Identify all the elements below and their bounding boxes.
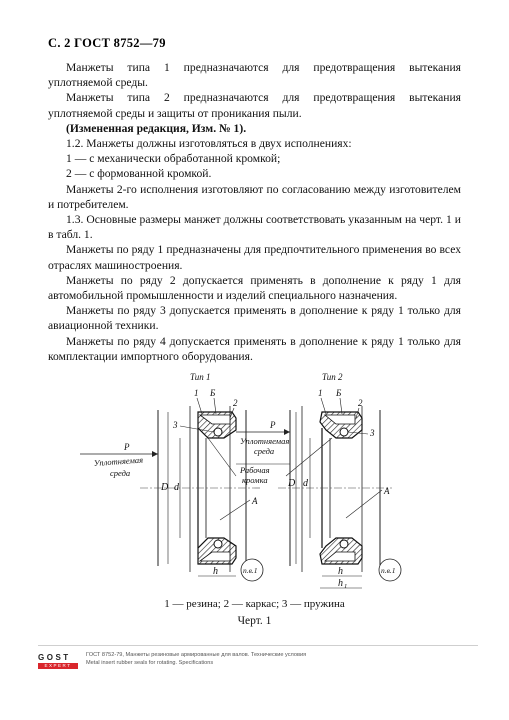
label-sealed-medium: среда bbox=[254, 446, 275, 456]
label-sealed-medium: Уплотняемая bbox=[93, 454, 144, 468]
paragraph: Манжеты по ряду 1 предназначены для предпочтительного применения во всех отраслях машиностроения. bbox=[48, 243, 461, 272]
paragraph: 1.3. Основные размеры манжет должны соответствовать указанным на черт. 1 и в табл. 1. bbox=[48, 213, 461, 242]
label-h: h bbox=[338, 566, 343, 577]
list-item: 1 — с механически обработанной кромкой; bbox=[66, 152, 281, 166]
spring-icon bbox=[340, 540, 348, 548]
label-pv: п.в.1 bbox=[381, 566, 396, 575]
label-pv: п.в.1 bbox=[243, 566, 258, 575]
footer-line: ГОСТ 8752-79, Манжеты резиновые армированные для валов. Технические условия bbox=[86, 652, 307, 658]
logo-text: GOST bbox=[38, 653, 71, 662]
amendment-note: (Измененная редакция, Изм. № 1). bbox=[66, 121, 247, 135]
label-a: А bbox=[384, 486, 390, 496]
label-working-edge: Рабочая bbox=[240, 465, 270, 475]
label-h1: h bbox=[338, 578, 343, 589]
label-2: 2 bbox=[233, 398, 238, 408]
label-h1-subscript: 1 bbox=[344, 583, 348, 590]
paragraph: Манжеты по ряду 3 допускается применять в дополнение к ряду 1 только для авиационной техники. bbox=[48, 304, 461, 333]
paragraph: Манжеты 2-го исполнения изготовляют по согласованию между изготовителем и потребителем. bbox=[48, 182, 461, 211]
label-b: Б bbox=[336, 388, 342, 398]
type2-label: Тип 2 bbox=[322, 372, 343, 382]
figure-legend: 1 — резина; 2 — каркас; 3 — пружина bbox=[164, 598, 345, 610]
arrow-head bbox=[284, 429, 290, 435]
footer-line: Metal insert rubber seals for rotating. Specifications bbox=[86, 660, 214, 666]
paragraph: 1.2. Манжеты должны изготовляться в двух исполнениях: bbox=[66, 137, 352, 151]
paragraph: Манжеты по ряду 2 допускается применять в дополнение к ряду 1 для автомобильной промышленности и изделий специального назначения. bbox=[48, 273, 461, 303]
label-3: 3 bbox=[173, 420, 178, 430]
arrow-head bbox=[152, 451, 158, 457]
leader-line bbox=[286, 438, 332, 476]
label-2: 2 bbox=[358, 398, 363, 408]
drawing-figure bbox=[40, 372, 472, 602]
label-sealed-medium: Уплотняемая bbox=[240, 436, 290, 446]
label-p: P bbox=[124, 442, 130, 452]
leader-line bbox=[346, 490, 382, 518]
page-footer bbox=[38, 645, 478, 674]
label-3: 3 bbox=[370, 428, 375, 438]
label-1: 1 bbox=[318, 388, 323, 398]
footer-text bbox=[86, 651, 306, 667]
spring-icon bbox=[214, 540, 222, 548]
label-working-edge: кромка bbox=[242, 475, 268, 485]
figure-caption: Черт. 1 bbox=[237, 615, 272, 627]
logo-subtext: EXPERT bbox=[38, 663, 78, 669]
list-item: 2 — с формованной кромкой. bbox=[66, 167, 212, 181]
type1-section bbox=[80, 372, 263, 581]
seal-drawing bbox=[40, 372, 472, 602]
document-body bbox=[48, 60, 461, 364]
paragraph: Манжеты по ряду 4 допускается применять в дополнение к ряду 1 только для комплектации импортного оборудования. bbox=[48, 334, 461, 363]
label-D: D bbox=[161, 482, 169, 493]
label-b: Б bbox=[210, 388, 216, 398]
label-p: P bbox=[270, 420, 276, 430]
spring-icon bbox=[340, 428, 348, 436]
label-d: d bbox=[174, 482, 179, 493]
label-1: 1 bbox=[194, 388, 199, 398]
page-header: С. 2 ГОСТ 8752—79 bbox=[48, 36, 166, 50]
label-D: D bbox=[288, 478, 296, 489]
gost-expert-logo[interactable] bbox=[38, 653, 78, 669]
label-d: d bbox=[303, 478, 308, 489]
type1-label: Тип 1 bbox=[190, 372, 211, 382]
label-sealed-medium: среда bbox=[110, 468, 131, 478]
paragraph: Манжеты типа 1 предназначаются для предотвращения вытекания уплотняемой среды. bbox=[48, 61, 461, 90]
leader-line bbox=[208, 438, 236, 476]
label-a: А bbox=[252, 496, 258, 506]
spring-icon bbox=[214, 428, 222, 436]
label-h: h bbox=[213, 566, 218, 577]
paragraph: Манжеты типа 2 предназначаются для предотвращения вытекания уплотняемой среды и защиты от проникания пыли. bbox=[48, 91, 461, 120]
